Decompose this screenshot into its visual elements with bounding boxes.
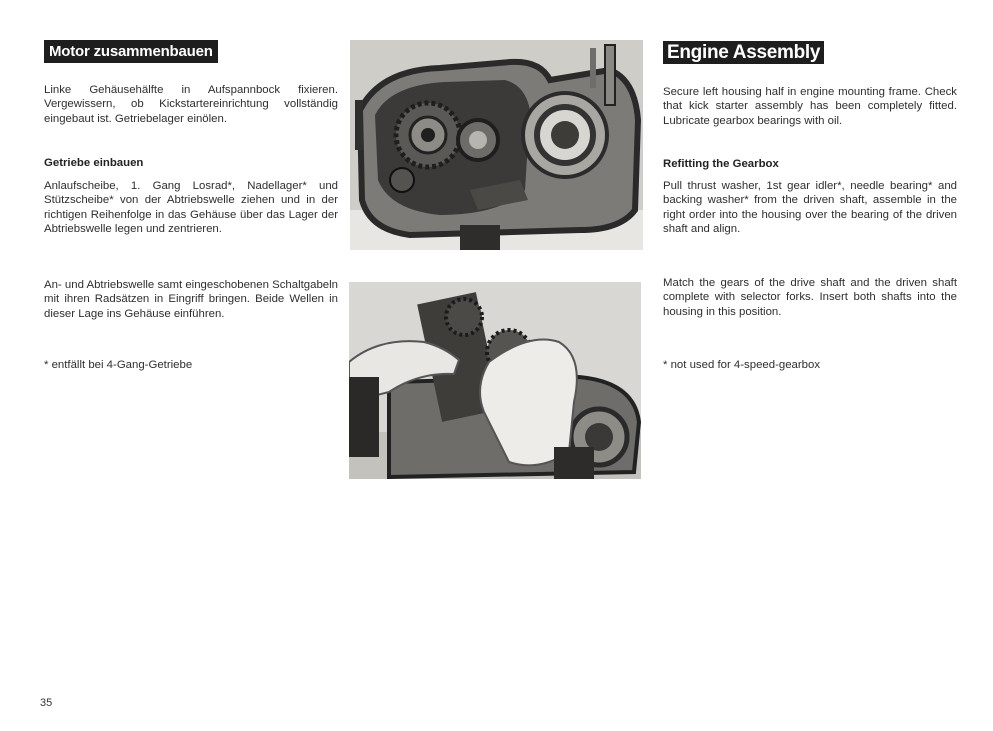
english-shafts-paragraph: Match the gears of the drive shaft and the driven shaft complete with selector forks. Insert both shafts into the housing in this position. (663, 277, 957, 318)
english-section-title: Refitting the Gearbox (663, 158, 779, 170)
photo-inserting-shafts (349, 282, 641, 479)
english-section-paragraph: Pull thrust washer, 1st gear idler*, needle bearing* and backing washer* from the driven shaft, assemble in the right order into the housing over the bearing of the driven shaft and align. (663, 180, 957, 236)
german-section-title: Getriebe einbauen (44, 157, 144, 169)
german-section-paragraph: Anlaufscheibe, 1. Gang Losrad*, Nadellager* und Stützscheibe* von der Abtriebswelle ziehen und in der richtigen Reihenfolge in das Gehäuse über das Lager der Abtriebswelle legen und zentrieren. (44, 180, 338, 236)
german-intro-paragraph: Linke Gehäusehälfte in Aufspannbock fixieren. Vergewissern, ob Kickstartereinrichtung vollständig eingebaut ist. Getriebelager einölen. (44, 84, 338, 125)
page-number: 35 (40, 697, 53, 709)
english-footnote: * not used for 4-speed-gearbox (663, 359, 821, 371)
english-title: Engine Assembly (663, 41, 824, 64)
photo-engine-housing (350, 40, 643, 250)
german-footnote: * entfällt bei 4-Gang-Getriebe (44, 359, 193, 371)
english-intro-paragraph: Secure left housing half in engine mounting frame. Check that kick starter assembly has been completely fitted. Lubricate gearbox bearings with oil. (663, 86, 957, 127)
german-title: Motor zusammenbauen (44, 40, 218, 63)
german-shafts-paragraph: An- und Abtriebswelle samt eingeschobenen Schaltgabeln mit ihren Radsätzen in Eingriff bringen. Beide Wellen in dieser Lage ins Gehäuse einführen. (44, 279, 338, 320)
